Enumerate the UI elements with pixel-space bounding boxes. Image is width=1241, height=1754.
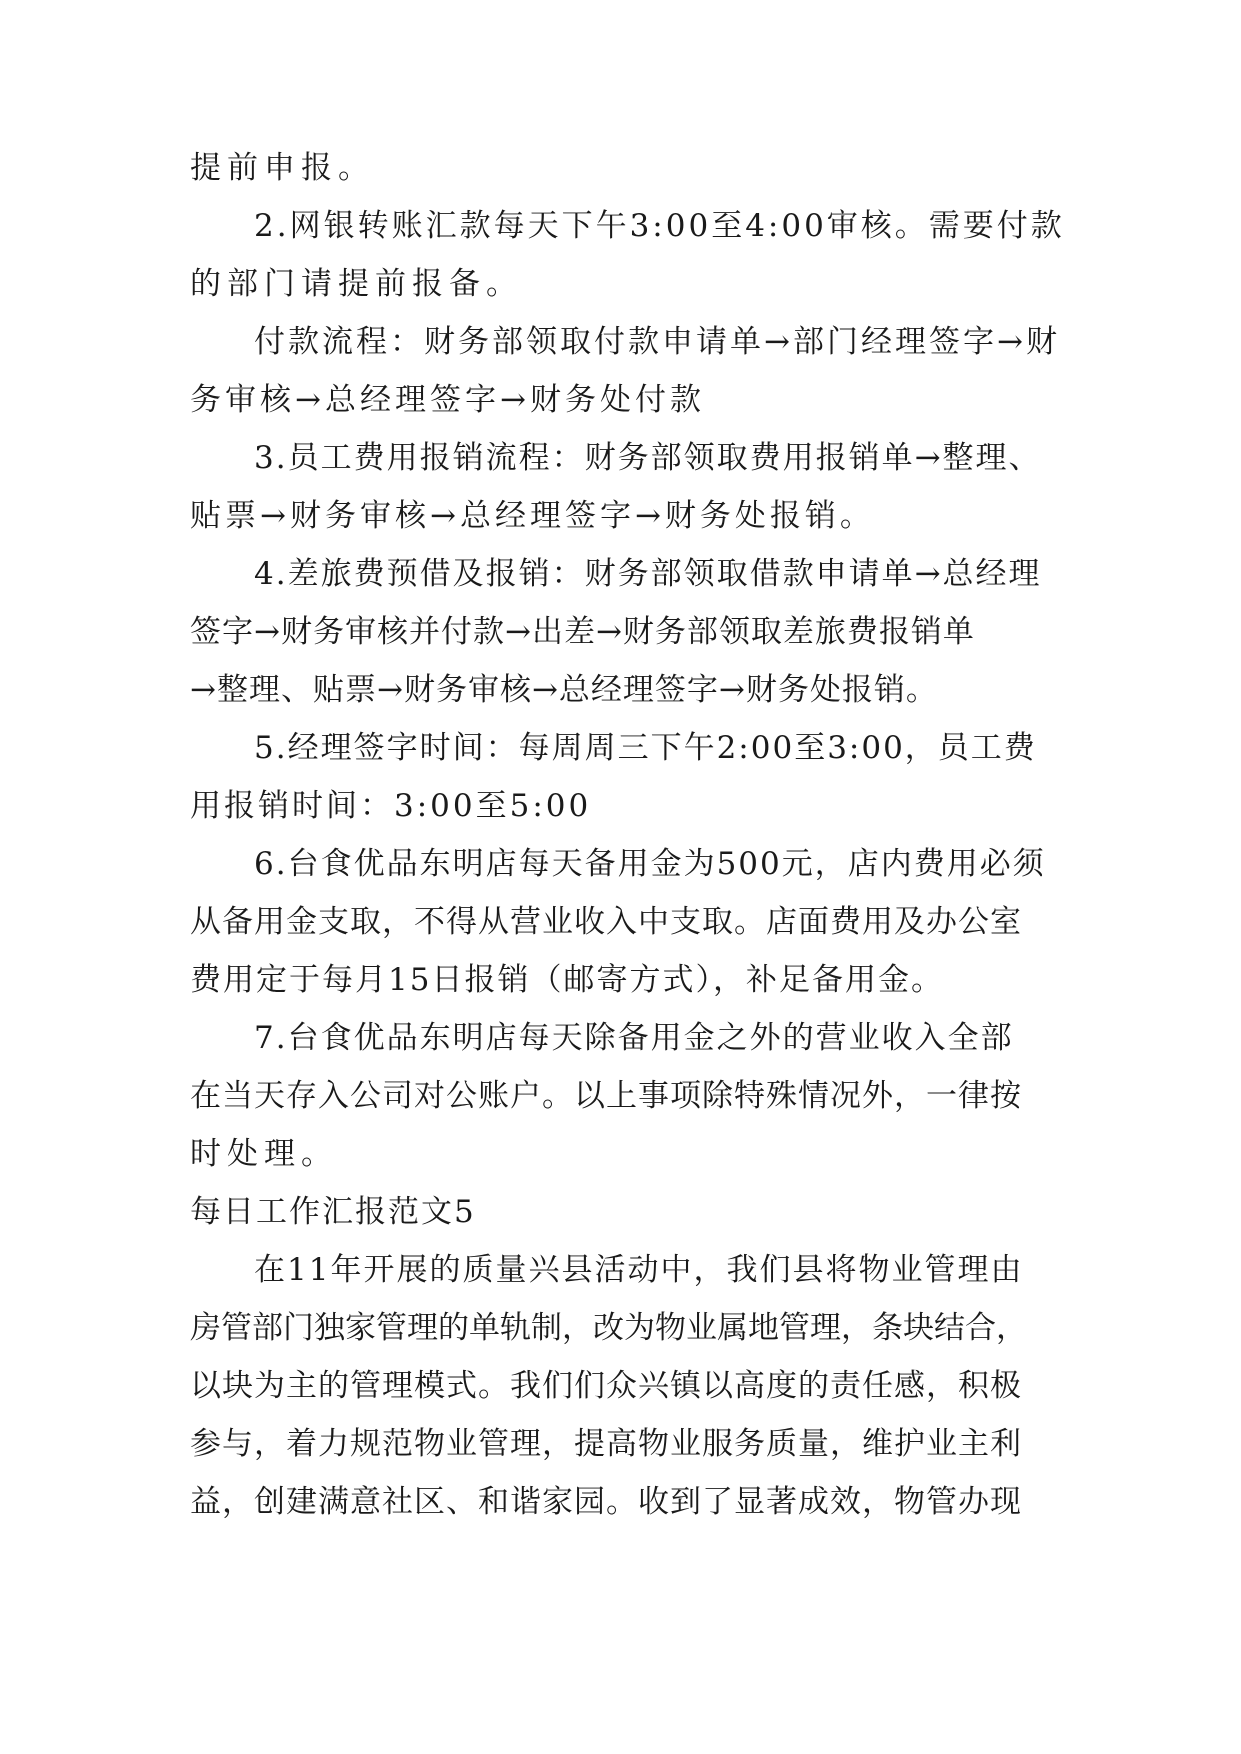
text-line: 用报销时间：3:00至5:00	[190, 788, 592, 824]
text-line: 以块为主的管理模式。我们们众兴镇以高度的责任感，积极	[190, 1368, 1022, 1404]
text-line: 3.员工费用报销流程：财务部领取费用报销单→整理、	[254, 440, 1042, 476]
text-line: 在11年开展的质量兴县活动中，我们县将物业管理由	[254, 1252, 1024, 1288]
text-line: 的部门请提前报备。	[190, 266, 523, 302]
text-line: →整理、贴票→财务审核→总经理签字→财务处报销。	[190, 672, 938, 708]
text-line: 贴票→财务审核→总经理签字→财务处报销。	[190, 498, 875, 534]
text-line: 2.网银转账汇款每天下午3:00至4:00审核。需要付款	[254, 208, 1065, 244]
text-line: 在当天存入公司对公账户。以上事项除特殊情况外，一律按	[190, 1078, 1022, 1114]
text-line: 4.差旅费预借及报销：财务部领取借款申请单→总经理	[254, 556, 1042, 592]
text-line: 参与，着力规范物业管理，提高物业服务质量，维护业主利	[190, 1426, 1022, 1462]
text-line: 签字→财务审核并付款→出差→财务部领取差旅费报销单	[190, 614, 975, 650]
text-line: 付款流程：财务部领取付款申请单→部门经理签字→财	[254, 324, 1060, 360]
text-line: 7.台食优品东明店每天除备用金之外的营业收入全部	[254, 1020, 1014, 1056]
text-line: 5.经理签字时间：每周周三下午2:00至3:00，员工费	[254, 730, 1037, 766]
text-line: 6.台食优品东明店每天备用金为500元，店内费用必须	[254, 846, 1046, 882]
text-line: 从备用金支取，不得从营业收入中支取。店面费用及办公室	[190, 904, 1022, 940]
text-line: 提前申报。	[190, 150, 375, 186]
text-line: 费用定于每月15日报销（邮寄方式），补足备用金。	[190, 962, 944, 998]
text-line: 益，创建满意社区、和谐家园。收到了显著成效，物管办现	[190, 1484, 1022, 1520]
text-line: 时处理。	[190, 1136, 338, 1172]
text-line: 务审核→总经理签字→财务处付款	[190, 382, 705, 418]
section-heading: 每日工作汇报范文5	[190, 1194, 476, 1230]
text-line: 房管部门独家管理的单轨制，改为物业属地管理，条块结合，	[190, 1310, 1027, 1346]
